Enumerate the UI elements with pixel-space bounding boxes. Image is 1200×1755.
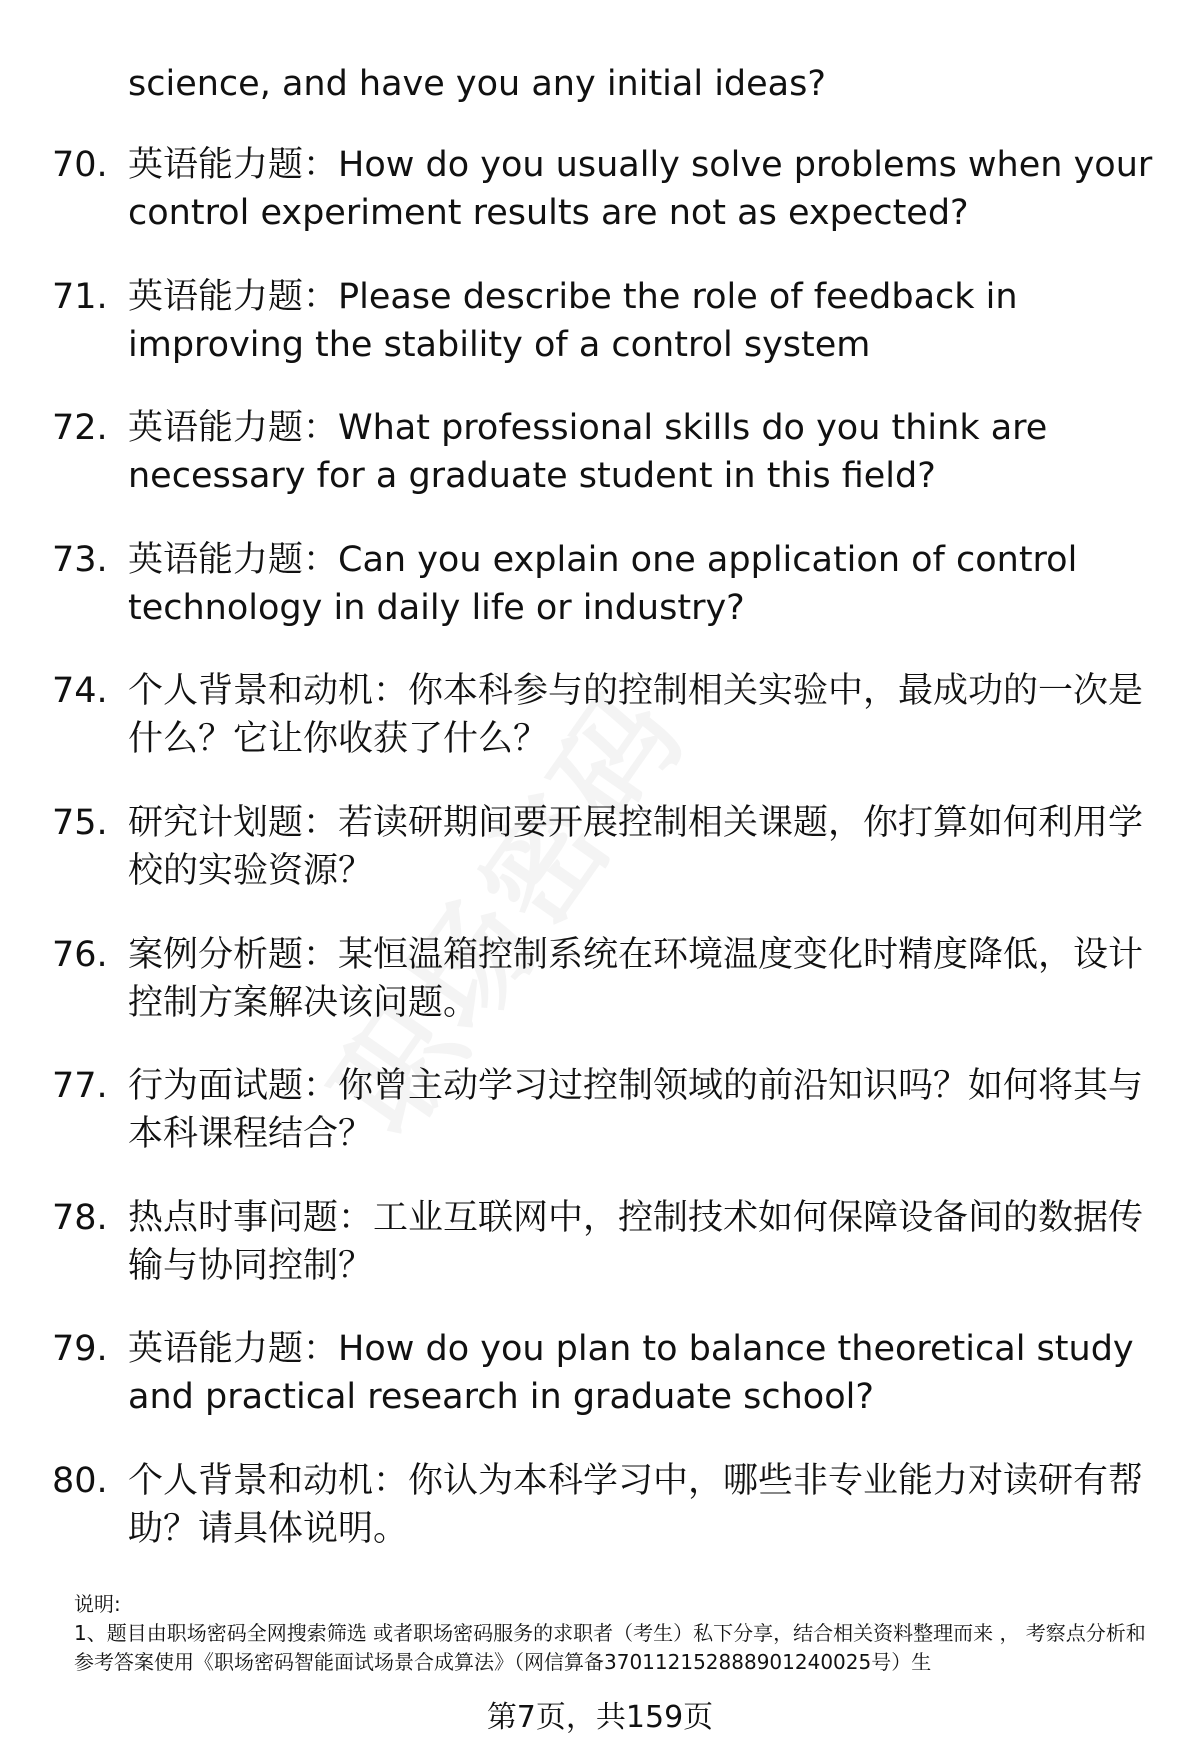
- question-text: 案例分析题：某恒温箱控制系统在环境温度变化时精度降低，设计控制方案解决该问题。: [128, 934, 1144, 1023]
- question-number: 71.: [52, 276, 108, 317]
- question-text: 个人背景和动机：你本科参与的控制相关实验中，最成功的一次是什么？它让你收获了什么？: [128, 671, 1144, 760]
- question-item: [52, 1194, 1162, 1326]
- question-text: 英语能力题：Can you explain one application of control technology in daily life or industry?: [128, 539, 1078, 628]
- question-number: 72.: [52, 408, 108, 449]
- question-text: 热点时事问题：工业互联网中，控制技术如何保障设备间的数据传输与协同控制？: [128, 1197, 1144, 1286]
- question-list: [52, 141, 1162, 1589]
- question-item: [52, 931, 1162, 1063]
- question-item: [52, 536, 1162, 668]
- question-item: [52, 667, 1162, 799]
- question-text: 英语能力题：What professional skills do you think are necessary for a graduate student in this field?: [128, 408, 1048, 497]
- question-item: [52, 799, 1162, 931]
- question-number: 70.: [52, 145, 108, 185]
- question-item: [52, 404, 1162, 536]
- question-text: 研究计划题：若读研期间要开展控制相关课题，你打算如何利用学校的实验资源？: [128, 802, 1144, 891]
- question-number: 76.: [52, 934, 108, 975]
- question-number: 80.: [52, 1460, 108, 1501]
- question-text: 英语能力题：Please describe the role of feedback in improving the stability of a control system: [128, 276, 1018, 365]
- page-number: 第7页，共159页: [486, 1700, 714, 1735]
- notes-section: [74, 1590, 1154, 1677]
- question-item: [52, 1062, 1162, 1194]
- question-text: 英语能力题：How do you plan to balance theoretical study and practical research in graduate school?: [128, 1329, 1134, 1418]
- question-number: 73.: [52, 539, 108, 580]
- notes-line: 1、题目由职场密码全网搜索筛选 或者职场密码服务的求职者（考生）私下分享，结合相关资料整理而来 ， 考察点分析和参考答案使用《职场密码智能面试场景合成算法》（网信算备370112152888901240025号）生: [74, 1621, 1146, 1674]
- question-item: [52, 273, 1162, 405]
- question-text: 英语能力题：How do you usually solve problems when your control experiment results are not as expected?: [128, 145, 1153, 233]
- question-text: 行为面试题：你曾主动学习过控制领域的前沿知识吗？如何将其与本科课程结合？: [128, 1066, 1144, 1155]
- question-item: [52, 1325, 1162, 1457]
- question-number: 78.: [52, 1197, 108, 1238]
- question-text: 个人背景和动机：你认为本科学习中，哪些非专业能力对读研有帮助？请具体说明。: [128, 1460, 1144, 1549]
- continuation-text: science, and have you any initial ideas?: [128, 64, 826, 104]
- question-number: 75.: [52, 802, 108, 843]
- question-item: [52, 1457, 1162, 1589]
- question-number: 79.: [52, 1329, 108, 1370]
- question-item: [52, 141, 1162, 273]
- question-number: 77.: [52, 1066, 108, 1107]
- question-number: 74.: [52, 671, 108, 712]
- notes-heading: 说明:: [74, 1592, 121, 1616]
